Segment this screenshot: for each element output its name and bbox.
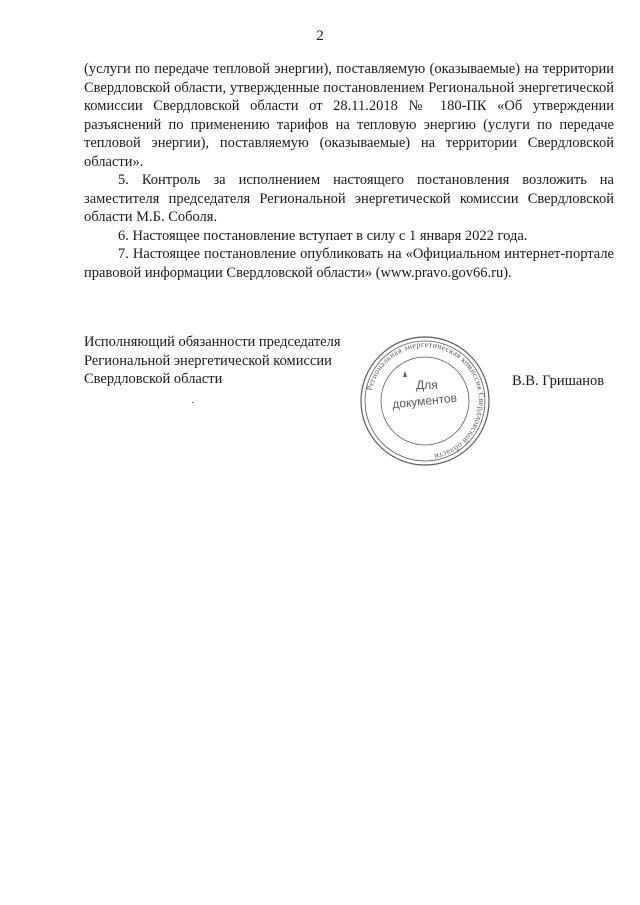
official-stamp	[357, 333, 493, 469]
stamp-ring-text: Региональная энергетическая комиссия Свердловской области	[365, 339, 487, 462]
signatory-position-line: Региональной энергетической комиссии	[84, 352, 332, 369]
paragraph-5: 5. Контроль за исполнением настоящего постановления возложить на заместителя председателя Региональной энергетической комиссии Свердловской области М.Б. Соболя.	[84, 172, 614, 225]
paragraph-7: 7. Настоящее постановление опубликовать на «Официальном интернет-портале правовой информации Свердловской области» (www.pravo.gov66.ru).	[84, 246, 614, 281]
scan-speck	[192, 402, 194, 403]
stamp-center-line-1: Для	[416, 378, 438, 392]
body-text	[84, 60, 614, 282]
signatory-name: В.В. Гришанов	[512, 373, 605, 389]
page-number: 2	[316, 28, 324, 44]
stamp-mark	[403, 371, 407, 377]
paragraph-continuation: (услуги по передаче тепловой энергии), поставляемую (оказываемые) на территории Свердловской области, утвержденные постановлением Региональной энергетической комиссии Свердловской области от 28.11.2018 № 180-ПК «Об утверждении разъяснений по применению тарифов на тепловую энергию (услуги по передаче тепловой энергии), поставляемую (оказываемые) на территории Свердловской области».	[84, 61, 614, 170]
paragraph-6: 6. Настоящее постановление вступает в силу с 1 января 2022 года.	[118, 227, 528, 244]
signatory-position-line: Исполняющий обязанности председателя	[84, 334, 341, 350]
signatory-position-line: Свердловской области	[84, 371, 223, 387]
stamp-center-line-2: документов	[391, 390, 458, 412]
signatory-position	[84, 333, 384, 389]
